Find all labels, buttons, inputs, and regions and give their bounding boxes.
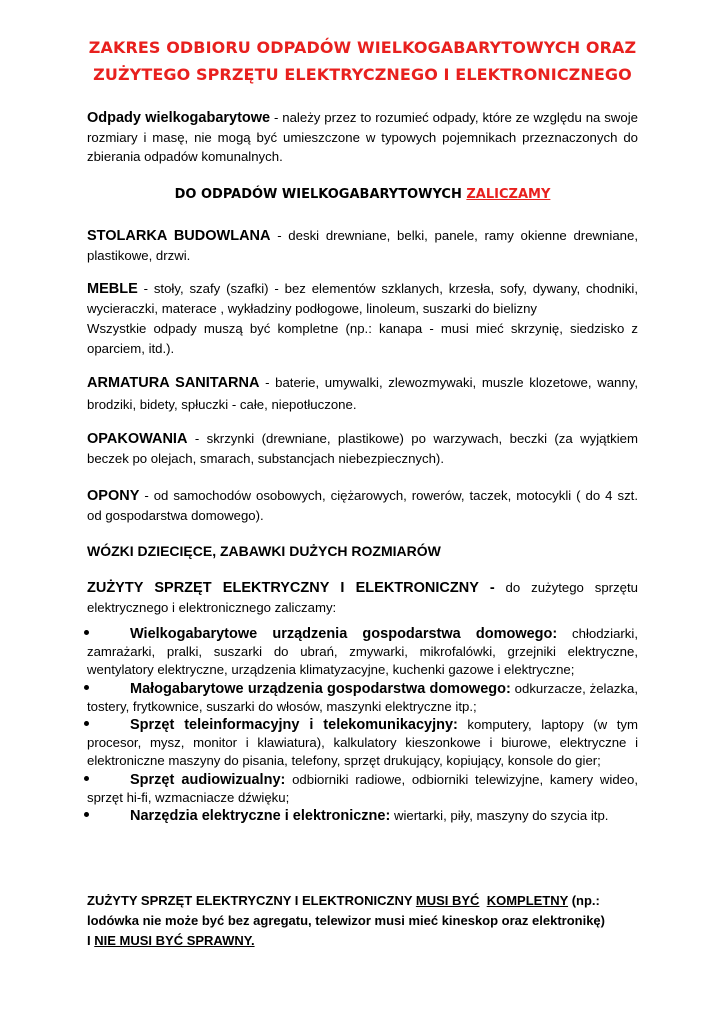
bullet-icon (84, 776, 89, 781)
bullet-icon (84, 685, 89, 690)
category-term: ARMATURA SANITARNA (87, 375, 260, 391)
list-item-text: komputery, laptopy (w tym procesor, mysz, monitor i klawiatura), kalkulatory kieszonkowe i biurowe, elektryczne i elektroniczne maszyny do pisania, telefony, sprzęt drukujący, kopiujący, konsole do gier; (87, 717, 638, 769)
list-item-text: odbiorniki radiowe, odbiorniki telewizyjne, kamery wideo, sprzęt hi-fi, wzmacniacze dźwięku; (87, 771, 638, 805)
bullet-icon (84, 721, 89, 726)
footer-must-be: MUSI BYĆ (415, 893, 480, 908)
page-title-line-2: ZUŻYTEGO SPRZĘTU ELEKTRYCZNEGO I ELEKTRONICZNEGO (93, 65, 632, 84)
list-item-term: Sprzęt teleinformacyjny i telekomunikacyjny: (130, 717, 458, 734)
category-toys: WÓZKI DZIECIĘCE, ZABAWKI DUŻYCH ROZMIARÓW (87, 543, 441, 559)
category-term: OPONY (87, 488, 140, 504)
electronics-text: do zużytego sprzętu elektrycznego i elektronicznego zaliczamy: (87, 580, 638, 615)
footer-not-working: NIE MUSI BYĆ SPRAWNY. (94, 933, 255, 948)
category-stolarka (87, 226, 638, 266)
category-text: - skrzynki (drewniane, plastikowe) po warzywach, beczki (za wyjątkiem beczek po olejach, smarach, substancjach niebezpiecznych). (87, 431, 638, 466)
intro-term: Odpady wielkogabarytowe (87, 110, 271, 126)
category-text: - deski drewniane, belki, panele, ramy okienne drewniane, plastikowe, drzwi. (87, 228, 638, 263)
list-item (87, 625, 638, 680)
bullet-icon (84, 812, 89, 817)
list-item-text: odkurzacze, żelazka, tostery, frytkownice, suszarki do włosów, maszynki elektryczne itp.; (87, 680, 638, 714)
category-term: STOLARKA BUDOWLANA (87, 228, 271, 244)
heading-main: DO ODPADÓW WIELKOGABARYTOWYCH (174, 187, 467, 202)
list-item (87, 716, 638, 771)
category-term: MEBLE (87, 281, 138, 297)
category-opakowania (87, 429, 638, 469)
footer-part-2: (np.: lodówka nie może być bez agregatu, telewizor musi mieć kineskop oraz elektronikę) (87, 893, 605, 928)
category-text: - od samochodów osobowych, ciężarowych, rowerów, taczek, motocykli ( do 4 szt. od gospodarstwa domowego). (87, 488, 638, 523)
electronics-list (87, 625, 638, 825)
list-item-text: wiertarki, piły, maszyny do szycia itp. (390, 808, 609, 824)
list-item (87, 771, 638, 807)
list-item-term: Wielkogabarytowe urządzenia gospodarstwa domowego: (130, 626, 558, 642)
intro-text: - należy przez to rozumieć odpady, które ze względu na swoje rozmiary i masę, nie mogą być umieszczone w typowych pojemnikach przeznaczonych do zbierania odpadów komunalnych. (87, 110, 638, 164)
footer-and: I (87, 933, 95, 948)
page-title-line-1: ZAKRES ODBIORU ODPADÓW WIELKOGABARYTOWYCH ORAZ (88, 38, 637, 57)
footer-complete: KOMPLETNY (486, 893, 569, 908)
heading-highlight: ZALICZAMY (466, 187, 551, 202)
list-item-text: chłodziarki, zamrażarki, pralki, suszarki do ubrań, zmywarki, mikrofalówki, grzejniki elektryczne, wentylatory elektryczne, urządzenia klimatyzacyjne, kuchenki gazowe i elektryczne; (87, 626, 638, 678)
intro-paragraph (87, 108, 638, 166)
list-item-term: Sprzęt audiowizualny: (130, 771, 286, 788)
category-opony (87, 486, 638, 526)
category-armatura (87, 372, 638, 416)
electronics-term: ZUŻYTY SPRZĘT ELEKTRYCZNY I ELEKTRONICZNY - (87, 580, 495, 596)
footer-part-1: ZUŻYTY SPRZĘT ELEKTRYCZNY I ELEKTRONICZNY (87, 893, 416, 908)
footer-space (479, 893, 486, 908)
category-text: - baterie, umywalki, zlewozmywaki, muszle klozetowe, wanny, brodziki, bidety, spłuczki - całe, niepotłuczone. (87, 375, 638, 412)
list-item-term: Małogabarytowe urządzenia gospodarstwa domowego: (130, 680, 511, 697)
category-meble (87, 279, 638, 359)
category-text: - stoły, szafy (szafki) - bez elementów szklanych, krzesła, sofy, dywany, chodniki, wycieraczki, materace , wykładziny podłogowe, linoleum, suszarki do bielizny (87, 281, 638, 316)
category-term: OPAKOWANIA (87, 431, 188, 447)
footer-note (87, 891, 638, 951)
category-note: Wszystkie odpady muszą być kompletne (np.: kanapa - musi mieć skrzynię, siedzisko z oparciem, itd.). (87, 321, 638, 356)
bullet-icon (84, 630, 89, 635)
section-heading (87, 187, 638, 202)
list-item-term: Narzędzia elektryczne i elektroniczne: (130, 808, 391, 825)
list-item (87, 807, 638, 825)
list-item (87, 680, 638, 716)
electronics-intro (87, 578, 638, 618)
